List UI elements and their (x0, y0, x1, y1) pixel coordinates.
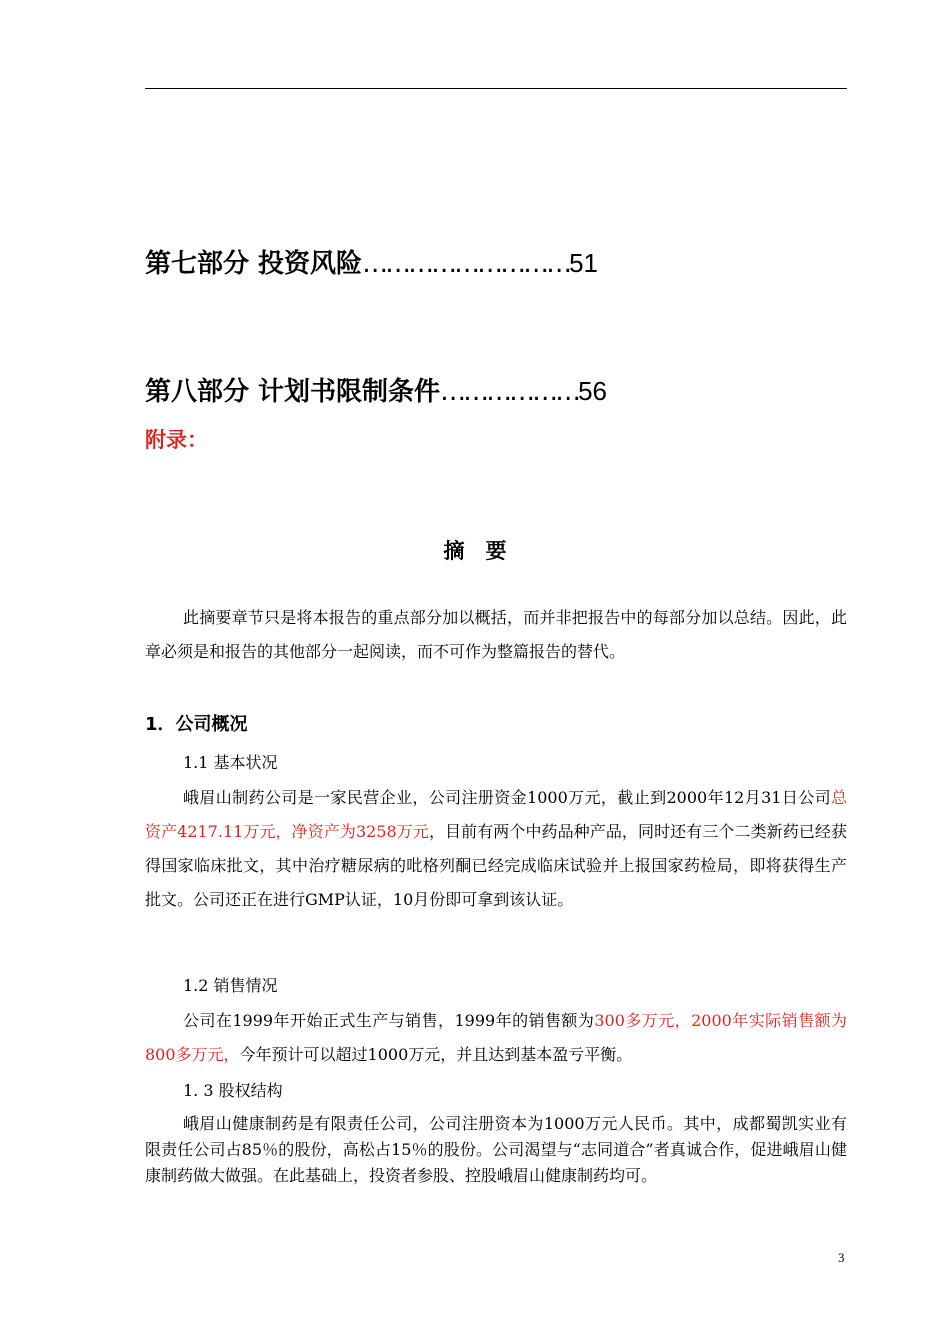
subsection-title-sales: 1.2 销售情况 (183, 976, 278, 995)
paragraph-text: ，目前有两个中药品种产品，同时还有三个二类新药已经获得国家临床批文，其中治疗糖尿病的吡格列酮已经完成临床试验并上报国家药检局，即将获得生产批文。公司还正在进行GMP认证，10月份即可拿到该认证。 (145, 822, 847, 909)
paragraph-text: 公司在1999年开始正式生产与销售，1999年的销售额为 (183, 1011, 595, 1030)
appendix-heading: 附录： (145, 428, 208, 452)
paragraph-equity: 峨眉山健康制药是有限责任公司，公司注册资本为1000万元人民币。其中，成都蜀凯实业有限责任公司占85％的股份，高松占15％的股份。公司渴望与“志同道合”者真诚合作，促进峨眉山健康制药做大做强。在此基础上，投资者参股、控股峨眉山健康制药均可。 (145, 1114, 847, 1185)
toc-dots: ……………………… (362, 249, 570, 279)
toc-dots: ……………… (440, 377, 579, 407)
paragraph-text: 今年预计可以超过1000万元，并且达到基本盈亏平衡。 (239, 1045, 633, 1064)
paragraph-sales (145, 1004, 847, 1072)
highlight-sales: 300多万元，2000年实际销售额为800多万元， (145, 1011, 847, 1064)
toc-page-number: 56 (578, 376, 607, 406)
subsection-title-basic: 1.1 基本状况 (183, 753, 278, 772)
abstract-intro: 此摘要章节只是将本报告的重点部分加以概括，而并非把报告中的每部分加以总结。因此，此章必须是和报告的其他部分一起阅读，而不可作为整篇报告的替代。 (145, 608, 847, 661)
subsection-title-equity: 1. 3 股权结构 (183, 1081, 283, 1100)
header-rule (145, 88, 847, 89)
section-heading-company-overview: 1．公司概况 (145, 714, 248, 735)
paragraph-text: 峨眉山制药公司是一家民营企业，公司注册资金1000万元，截止到2000年12月31日公司 (183, 788, 831, 807)
toc-entry-part8[interactable] (145, 371, 607, 408)
abstract-title: 摘 要 (443, 539, 507, 563)
toc-label: 第八部分 计划书限制条件 (145, 377, 441, 407)
page-number: 3 (838, 1250, 845, 1265)
paragraph-basic-status (145, 781, 847, 917)
highlight-assets: 总资产4217.11万元，净资产为3258万元 (145, 788, 847, 841)
toc-entry-part7[interactable] (145, 243, 598, 280)
toc-page-number: 51 (569, 248, 598, 278)
toc-label: 第七部分 投资风险 (145, 249, 363, 279)
